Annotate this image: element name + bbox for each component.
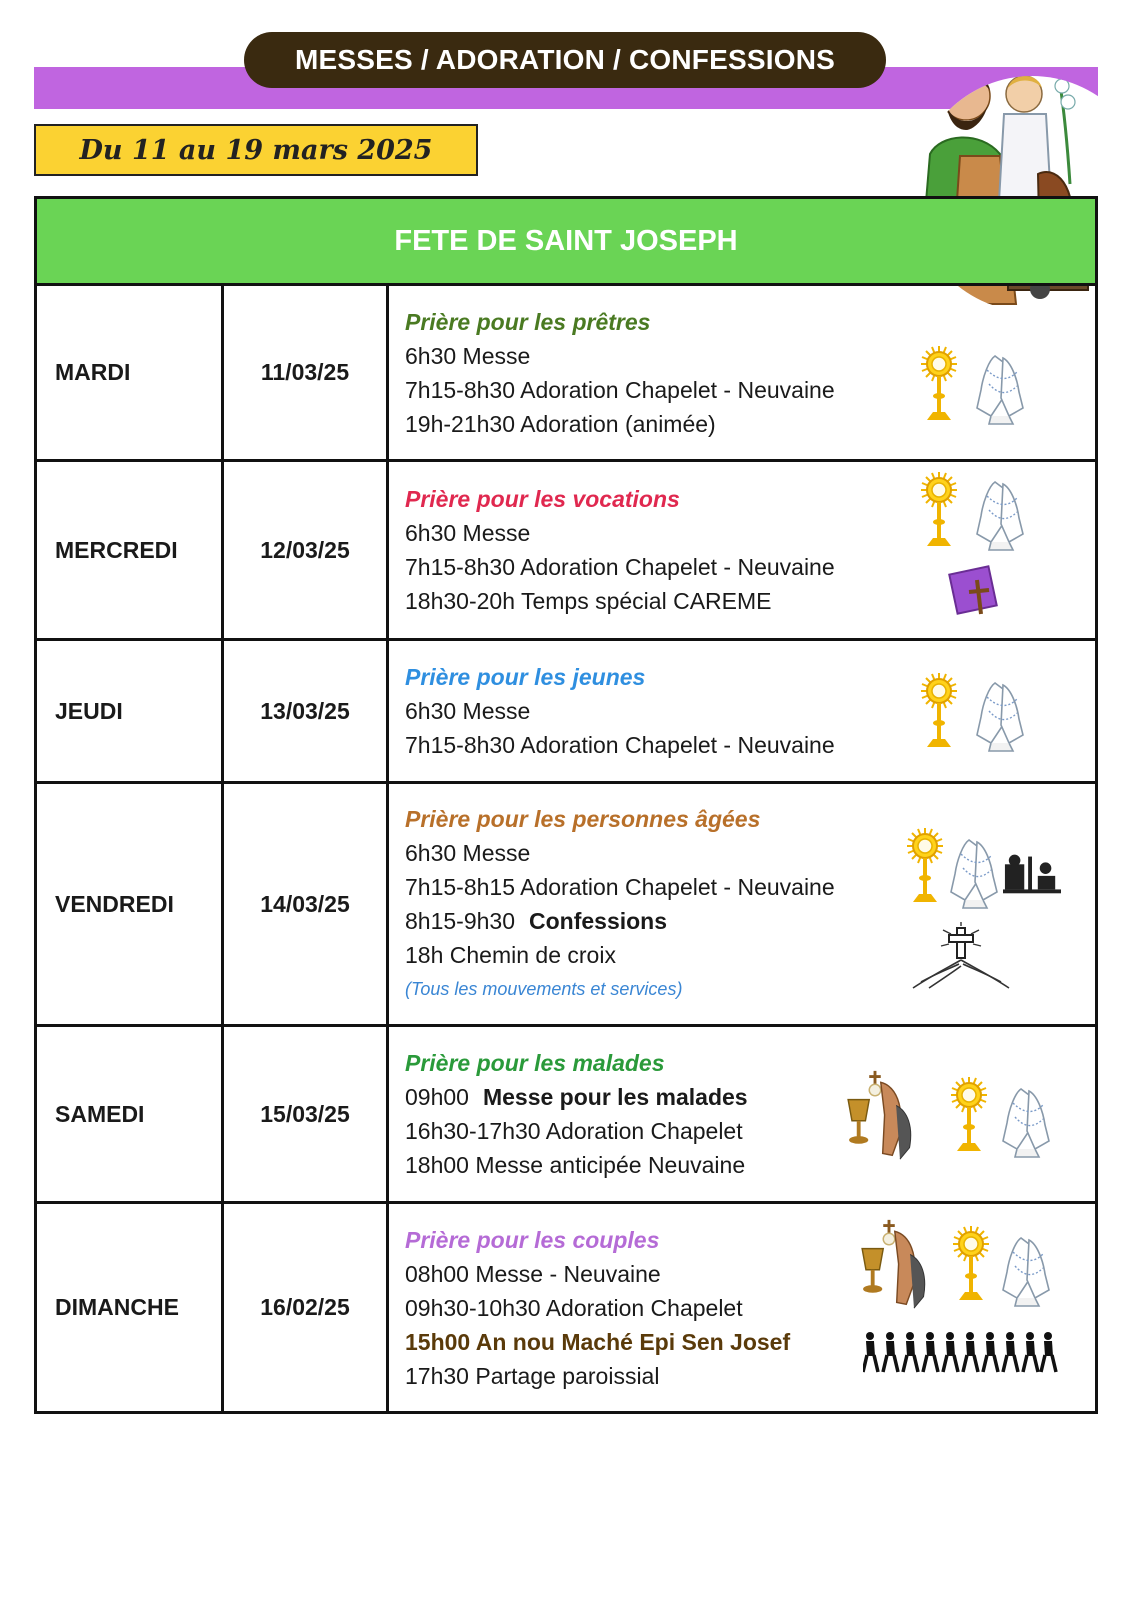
schedule-line: 18h30-20h Temps spécial CAREME [405,588,772,614]
day-cell: MARDI [36,285,223,461]
prayer-intention: Prière pour les vocations [405,486,680,512]
schedule-line: 18h00 Messe anticipée Neuvaine [405,1152,746,1178]
table-row [36,1203,1097,1413]
monstrance-icon [919,344,959,424]
day-cell: VENDREDI [36,783,223,1026]
praying-hands-icon [947,834,1001,910]
praying-hands-icon [973,677,1027,753]
table-row [36,285,1097,461]
participants-note: (Tous les mouvements et services) [405,979,683,999]
schedule-line: 17h30 Partage paroissial [405,1362,660,1389]
monstrance-icon [919,671,959,751]
date-cell: 13/03/25 [223,640,388,783]
schedule-line: 6h30 Messe [405,840,531,866]
schedule-line: 16h30-17h30 Adoration Chapelet [405,1118,743,1144]
detail-cell [388,1026,1097,1203]
date-cell: 11/03/25 [223,285,388,461]
monstrance-icon [951,1224,991,1304]
schedule-line: 7h15-8h15 Adoration Chapelet - Neuvaine [405,874,835,900]
schedule-line: 7h15-8h30 Adoration Chapelet - Neuvaine [405,554,835,580]
monstrance-icon [919,470,959,550]
schedule-line: 6h30 Messe [405,342,531,369]
confession-label: Confessions [529,908,668,934]
detail-cell [388,783,1097,1026]
page-title: MESSES / ADORATION / CONFESSIONS [244,32,886,88]
walking-people-icon [863,1332,1059,1374]
communion-icon [835,1067,915,1163]
schedule-line: 19h-21h30 Adoration (animée) [405,410,716,437]
way-of-cross-icon [911,922,1011,992]
table-row [36,461,1097,640]
day-cell: DIMANCHE [36,1203,223,1413]
day-cell: SAMEDI [36,1026,223,1203]
detail-cell [388,285,1097,461]
date-range: Du 11 au 19 mars 2025 [34,124,478,176]
schedule-line: 7h15-8h30 Adoration Chapelet - Neuvaine [405,732,835,758]
praying-hands-icon [999,1083,1053,1159]
mass-label: Messe pour les malades [482,1084,748,1110]
schedule-line: 6h30 Messe [405,520,531,546]
confession-time: 8h15-9h30 [405,908,515,934]
date-cell: 12/03/25 [223,461,388,640]
date-cell: 15/03/25 [223,1026,388,1203]
date-cell: 14/03/25 [223,783,388,1026]
schedule-line: 09h30-10h30 Adoration Chapelet [405,1294,743,1321]
feast-banner: FETE DE SAINT JOSEPH [36,198,1097,285]
schedule-table [34,196,1098,1414]
prayer-intention: Prière pour les jeunes [405,664,646,690]
schedule-line: 7h15-8h30 Adoration Chapelet - Neuvaine [405,376,835,403]
praying-hands-icon [999,1232,1053,1308]
praying-hands-icon [973,350,1027,426]
prayer-intention: Prière pour les couples [405,1226,660,1253]
date-cell: 16/02/25 [223,1203,388,1413]
event-highlight: 15h00 An nou Maché Epi Sen Josef [405,1328,791,1355]
prayer-intention: Prière pour les malades [405,1050,665,1076]
prayer-intention: Prière pour les personnes âgées [405,806,761,832]
communion-icon [849,1216,929,1312]
praying-hands-icon [973,476,1027,552]
table-row [36,1026,1097,1203]
mass-time: 09h00 [405,1084,469,1110]
table-row [36,640,1097,783]
schedule-line [405,1080,1095,1114]
confession-icon [1003,850,1061,896]
detail-cell [388,1203,1097,1413]
monstrance-icon [905,826,945,906]
detail-cell [388,640,1097,783]
prayer-intention: Prière pour les prêtres [405,308,651,335]
schedule-line: 08h00 Messe - Neuvaine [405,1260,661,1287]
day-cell: MERCREDI [36,461,223,640]
table-row [36,783,1097,1026]
monstrance-icon [949,1075,989,1155]
day-cell: JEUDI [36,640,223,783]
schedule-line: 6h30 Messe [405,698,531,724]
detail-cell [388,461,1097,640]
lent-cross-icon [947,560,1003,622]
schedule-line: 18h Chemin de croix [405,942,616,968]
